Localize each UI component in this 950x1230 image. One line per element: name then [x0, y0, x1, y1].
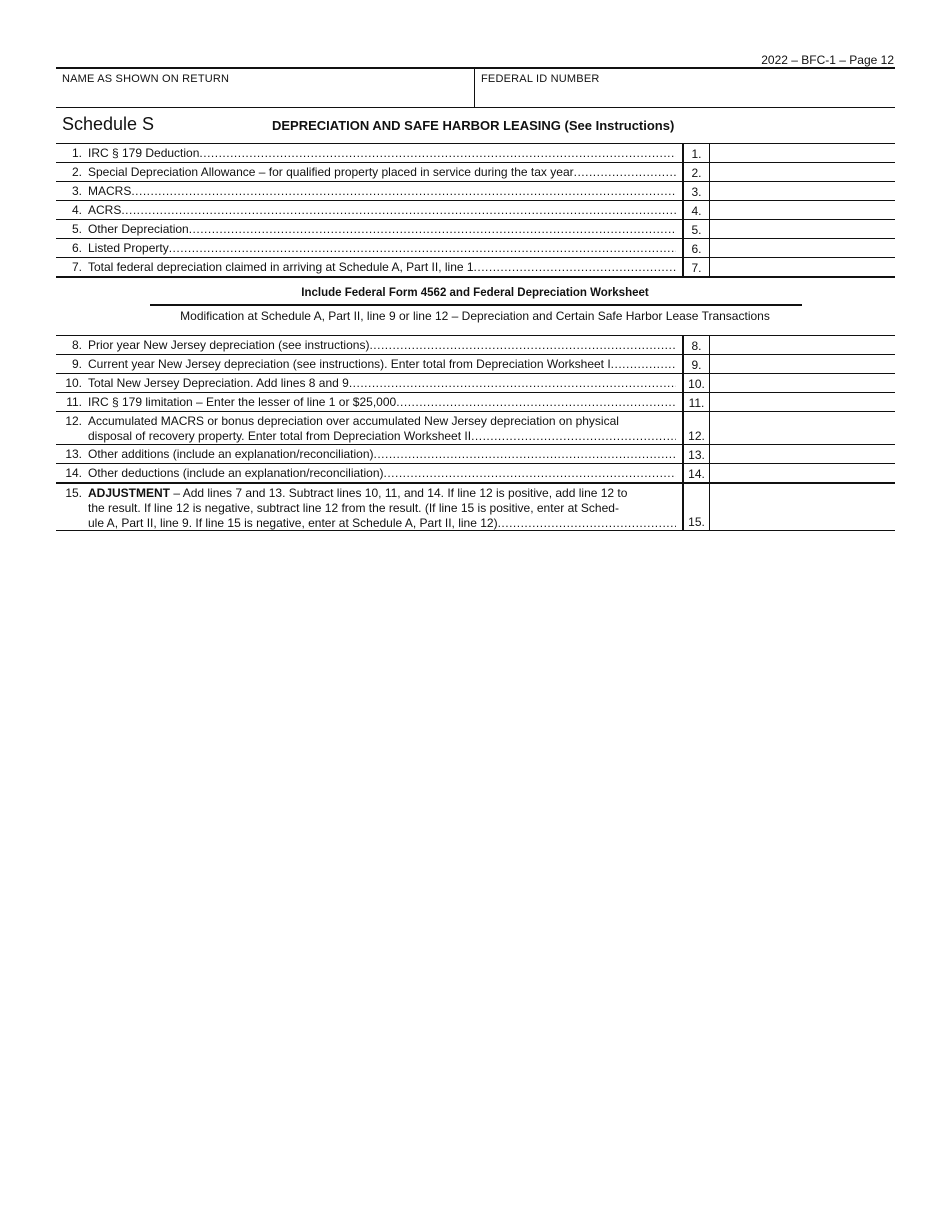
line-description: Other additions (include an explanation/reconciliation) [88, 447, 374, 461]
line-8-row [56, 336, 895, 354]
line-9-amount-field[interactable] [713, 355, 895, 373]
divider [150, 304, 802, 306]
line-description: Special Depreciation Allowance – for qualified property placed in service during the tax year [88, 165, 574, 179]
taxpayer-info-box [56, 67, 895, 108]
line-number: 11. [66, 395, 82, 409]
line-14-row [56, 463, 895, 482]
line-number: 7. [71, 260, 82, 274]
line-13-amount-field[interactable] [713, 445, 895, 463]
line-number: 1. [71, 146, 82, 160]
new-jersey-depreciation-section [56, 335, 895, 531]
line-2-row [56, 162, 895, 181]
line-number: 14. [65, 466, 82, 480]
form-4562-instruction: Include Federal Form 4562 and Federal Depreciation Worksheet [301, 287, 649, 299]
line-12-row [56, 411, 895, 444]
line-box-label: 9. [682, 355, 710, 373]
line-11-amount-field[interactable] [713, 393, 895, 411]
federal-id-field[interactable] [475, 69, 895, 107]
line-description: Total New Jersey Depreciation. Add lines 8 and 9 [88, 376, 349, 390]
schedule-title: Schedule S [62, 114, 155, 134]
line-description: ACRS [88, 203, 122, 217]
line-15-row [56, 482, 895, 530]
line-number: 6. [71, 241, 82, 255]
line-number: 4. [71, 203, 82, 217]
line-6-row [56, 238, 895, 257]
line-5-row [56, 219, 895, 238]
federal-depreciation-section [56, 143, 895, 278]
line-7-row [56, 257, 895, 276]
line-5-amount-field[interactable] [713, 220, 895, 238]
line-11-row [56, 392, 895, 411]
line-box-label: 1. [682, 144, 710, 162]
line-1-row [56, 144, 895, 162]
modification-subtitle: Modification at Schedule A, Part II, line 9 or line 12 – Depreciation and Certain Safe Harbor Lease Transactions [180, 309, 770, 323]
line-box-label: 10. [682, 374, 710, 392]
line-description: Other deductions (include an explanation/reconciliation) [88, 466, 384, 480]
line-description: – Add lines 7 and 13. Subtract lines 10, 11, and 14. If line 12 is positive, add line 12 to [170, 486, 628, 500]
line-number: 3. [71, 184, 82, 198]
line-9-row [56, 354, 895, 373]
line-2-amount-field[interactable] [713, 163, 895, 181]
line-description: IRC § 179 limitation – Enter the lesser of line 1 or $25,000 [88, 395, 397, 409]
line-description: IRC § 179 Deduction [88, 146, 200, 160]
line-3-row [56, 181, 895, 200]
line-description: Current year New Jersey depreciation (see instructions). Enter total from Depreciation Worksheet I [88, 357, 611, 371]
line-description: Listed Property [88, 241, 169, 255]
line-6-amount-field[interactable] [713, 239, 895, 257]
line-description: MACRS [88, 184, 132, 198]
line-description-cont: ule A, Part II, line 9. If line 15 is negative, enter at Schedule A, Part II, line 12) [88, 516, 498, 530]
line-14-amount-field[interactable] [713, 464, 895, 482]
line-number: 8. [71, 338, 82, 352]
line-box-label: 14. [682, 464, 710, 482]
line-description: Prior year New Jersey depreciation (see instructions) [88, 338, 370, 352]
adjustment-label: ADJUSTMENT [88, 486, 171, 500]
line-box-label: 12. [682, 412, 710, 444]
line-number: 12. [65, 414, 82, 428]
line-7-amount-field[interactable] [713, 258, 895, 276]
line-8-amount-field[interactable] [713, 336, 895, 354]
line-box-label: 5. [682, 220, 710, 238]
line-number: 10. [65, 376, 82, 390]
line-description: Other Depreciation [88, 222, 189, 236]
schedule-heading: DEPRECIATION AND SAFE HARBOR LEASING (See Instructions) [272, 118, 675, 133]
line-1-amount-field[interactable] [713, 144, 895, 162]
federal-id-label: FEDERAL ID NUMBER [481, 73, 600, 85]
line-description: Accumulated MACRS or bonus depreciation over accumulated New Jersey depreciation on physical [88, 414, 619, 428]
line-4-amount-field[interactable] [713, 201, 895, 219]
line-box-label: 2. [682, 163, 710, 181]
line-number: 13. [65, 447, 82, 461]
line-box-label: 7. [682, 258, 710, 276]
line-description: Total federal depreciation claimed in arriving at Schedule A, Part II, line 1 [88, 260, 474, 274]
line-box-label: 6. [682, 239, 710, 257]
line-box-label: 4. [682, 201, 710, 219]
name-field[interactable] [56, 69, 475, 107]
line-10-amount-field[interactable] [713, 374, 895, 392]
line-number: 5. [71, 222, 82, 236]
line-10-row [56, 373, 895, 392]
line-box-label: 13. [682, 445, 710, 463]
line-box-label: 11. [682, 393, 710, 411]
line-3-amount-field[interactable] [713, 182, 895, 200]
line-12-amount-field[interactable] [713, 412, 895, 444]
line-box-label: 8. [682, 336, 710, 354]
line-box-label: 15. [682, 484, 710, 530]
line-13-row [56, 444, 895, 463]
line-description-cont: disposal of recovery property. Enter total from Depreciation Worksheet II [88, 429, 472, 443]
page-identifier: 2022 – BFC-1 – Page 12 [761, 53, 894, 67]
line-4-row [56, 200, 895, 219]
line-number: 9. [71, 357, 82, 371]
line-number: 2. [71, 165, 82, 179]
name-label: NAME AS SHOWN ON RETURN [62, 73, 230, 85]
line-box-label: 3. [682, 182, 710, 200]
line-number: 15. [65, 486, 82, 500]
line-15-amount-field[interactable] [713, 484, 895, 530]
line-description-cont: the result. If line 12 is negative, subtract line 12 from the result. (If line 15 is positive, enter at Sched- [88, 501, 619, 515]
